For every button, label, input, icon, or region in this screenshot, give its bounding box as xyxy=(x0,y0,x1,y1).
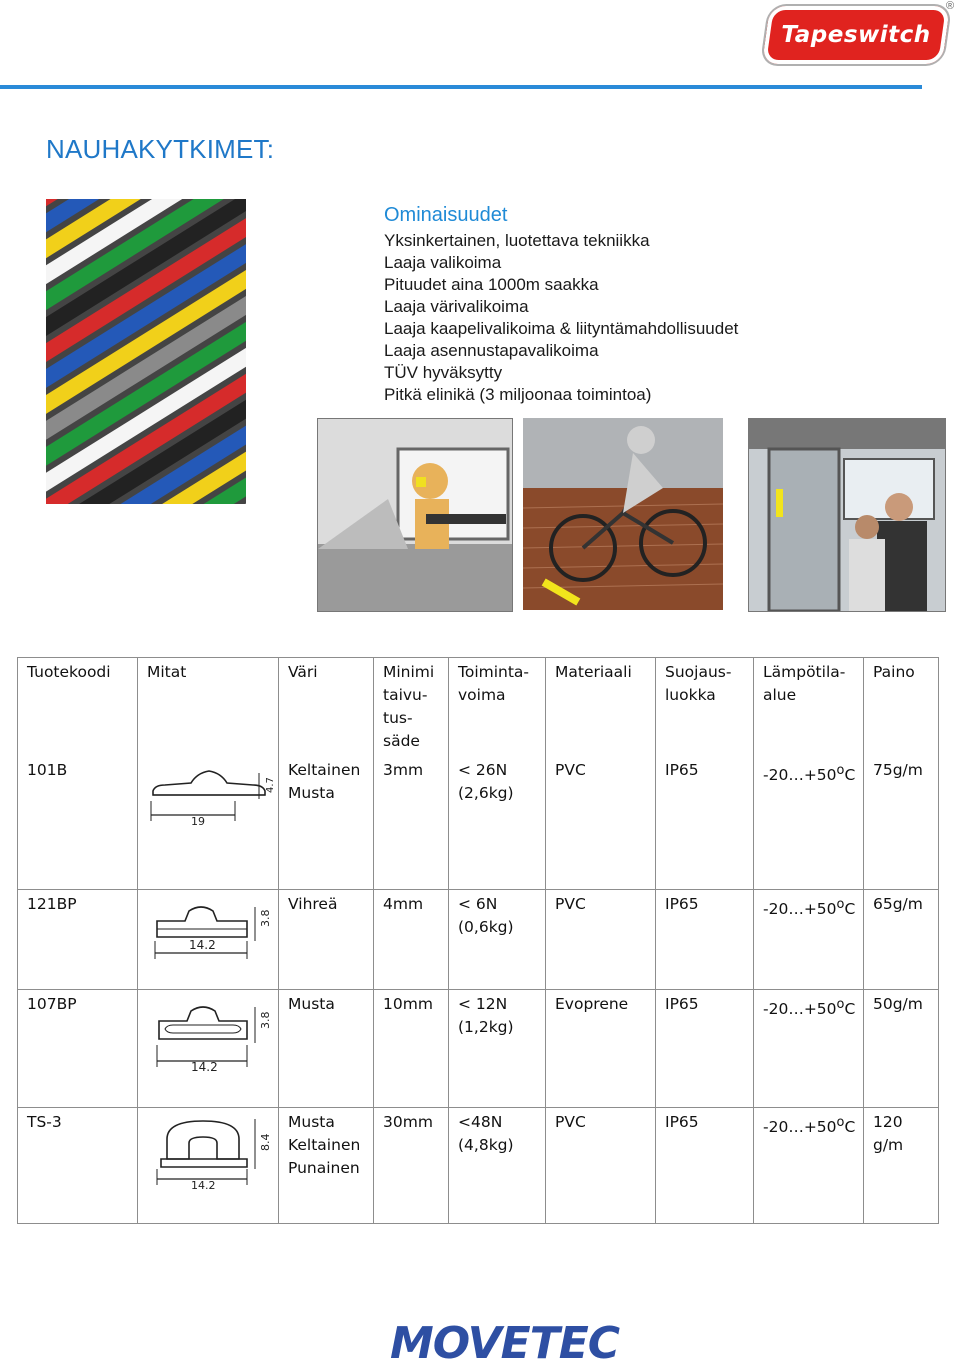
header-protection-line: luokka xyxy=(665,686,716,704)
temp-value: -20…+50 xyxy=(763,899,837,918)
temp-value: -20…+50 xyxy=(763,766,837,785)
cell-temp xyxy=(754,989,864,1107)
temp-suffix: C xyxy=(844,766,856,785)
tape-switch-cables-photo xyxy=(46,199,246,504)
header-color: Väri xyxy=(279,658,374,757)
height-label: 8.4 xyxy=(259,1133,272,1151)
feature-item: Laaja kaapelivalikoima & liityntämahdollisuudet xyxy=(384,319,739,338)
cell-color xyxy=(279,1107,374,1223)
cell-bend: 3mm xyxy=(374,756,449,889)
width-label: 14.2 xyxy=(191,1178,216,1191)
header-force xyxy=(449,658,546,757)
color-value: Musta xyxy=(288,1112,335,1131)
header-force-line: Toiminta- xyxy=(458,663,530,681)
cell-weight: 65g/m xyxy=(864,889,939,989)
temp-value: -20…+50 xyxy=(763,999,837,1018)
width-label: 14.2 xyxy=(189,937,216,952)
color-value: Musta xyxy=(288,784,335,802)
color-value: Musta xyxy=(288,994,335,1013)
color-value: Keltainen xyxy=(288,1135,361,1154)
force-kg-value: (0,6kg) xyxy=(458,917,514,936)
cell-force xyxy=(449,1107,546,1223)
header-bend xyxy=(374,658,449,757)
cell-material: PVC xyxy=(546,1107,656,1223)
feature-item: Laaja valikoima xyxy=(384,253,502,272)
header-temp xyxy=(754,658,864,757)
force-value: < 6N xyxy=(458,894,498,913)
table-row xyxy=(18,1107,939,1223)
page-title: NAUHAKYTKIMET: xyxy=(46,134,275,164)
feature-item: TÜV hyväksytty xyxy=(384,363,503,382)
cyclist-photo xyxy=(523,418,723,610)
force-kg-value: (2,6kg) xyxy=(458,784,514,802)
features-list xyxy=(384,230,738,406)
header-weight: Paino xyxy=(864,658,939,757)
height-label: 3.8 xyxy=(259,1011,272,1029)
profile-101b-drawing xyxy=(147,759,277,831)
tapeswitch-logo xyxy=(762,6,950,64)
header-bend-line: tus- xyxy=(383,709,413,727)
weight-unit: g/m xyxy=(873,1135,904,1154)
cell-material: Evoprene xyxy=(546,989,656,1107)
table-row xyxy=(18,989,939,1107)
cell-code: TS-3 xyxy=(18,1107,138,1223)
cell-dims xyxy=(138,1107,279,1223)
header-temp-line: alue xyxy=(763,686,797,704)
registered-mark: ® xyxy=(946,0,955,12)
profile-121bp-drawing xyxy=(147,893,277,967)
height-label: 4.7 xyxy=(265,777,276,793)
header-force-line: voima xyxy=(458,686,506,704)
temp-suffix: C xyxy=(844,1117,856,1136)
color-value: Vihreä xyxy=(288,894,338,913)
cell-weight: 75g/m xyxy=(864,756,939,889)
movetec-logo: MOVETEC xyxy=(390,1318,620,1369)
header-protection xyxy=(656,658,754,757)
header-dims: Mitat xyxy=(138,658,279,757)
feature-item: Laaja värivalikoima xyxy=(384,297,529,316)
width-label: 14.2 xyxy=(191,1059,218,1073)
table-row xyxy=(18,889,939,989)
cell-color xyxy=(279,889,374,989)
force-kg-value: (1,2kg) xyxy=(458,1017,514,1036)
height-label: 3.8 xyxy=(259,909,272,927)
header-material: Materiaali xyxy=(546,658,656,757)
degree-mark: o xyxy=(836,896,845,912)
header-bend-line: taivu- xyxy=(383,686,428,704)
cell-protection: IP65 xyxy=(656,989,754,1107)
degree-mark: o xyxy=(836,1114,845,1130)
cell-dims xyxy=(138,889,279,989)
temp-suffix: C xyxy=(844,899,856,918)
header-code: Tuotekoodi xyxy=(18,658,138,757)
header-temp-line: Lämpötila- xyxy=(763,663,846,681)
header-bend-line: säde xyxy=(383,732,420,750)
feature-item: Yksinkertainen, luotettava tekniikka xyxy=(384,231,650,250)
weight-value: 120 xyxy=(873,1112,903,1131)
force-value: < 12N xyxy=(458,994,508,1013)
bus-door-photo xyxy=(748,418,946,612)
color-value: Keltainen xyxy=(288,761,361,779)
cell-color xyxy=(279,989,374,1107)
degree-mark: o xyxy=(836,996,845,1012)
cell-force xyxy=(449,889,546,989)
cell-code: 121BP xyxy=(18,889,138,989)
table-header-row xyxy=(18,658,939,757)
cell-code: 107BP xyxy=(18,989,138,1107)
cell-temp xyxy=(754,1107,864,1223)
cell-protection: IP65 xyxy=(656,889,754,989)
width-label: 19 xyxy=(191,815,205,828)
color-value: Punainen xyxy=(288,1158,360,1177)
profile-107bp-drawing xyxy=(147,993,277,1073)
force-kg-value: (4,8kg) xyxy=(458,1135,514,1154)
feature-item: Laaja asennustapavalikoima xyxy=(384,341,599,360)
temp-value: -20…+50 xyxy=(763,1117,837,1136)
tapeswitch-logo-text: Tapeswitch xyxy=(781,22,931,48)
cell-bend: 4mm xyxy=(374,889,449,989)
temp-suffix: C xyxy=(844,999,856,1018)
features-heading: Ominaisuudet xyxy=(384,204,508,226)
cell-code: 101B xyxy=(18,756,138,889)
cell-force xyxy=(449,989,546,1107)
cell-dims xyxy=(138,756,279,889)
cell-bend: 30mm xyxy=(374,1107,449,1223)
header-rule xyxy=(0,85,922,89)
degree-mark: o xyxy=(836,763,845,778)
cell-weight: 50g/m xyxy=(864,989,939,1107)
force-value: < 26N xyxy=(458,761,508,779)
feature-item: Pitkä elinikä (3 miljoonaa toimintoa) xyxy=(384,385,652,404)
cell-material: PVC xyxy=(546,889,656,989)
cell-temp xyxy=(754,756,864,889)
feature-item: Pituudet aina 1000m saakka xyxy=(384,275,599,294)
cell-material: PVC xyxy=(546,756,656,889)
cell-dims xyxy=(138,989,279,1107)
crash-test-car-photo xyxy=(317,418,513,612)
spec-table xyxy=(17,657,939,1224)
table-row xyxy=(18,756,939,889)
profile-ts3-drawing xyxy=(147,1111,277,1191)
header-protection-line: Suojaus- xyxy=(665,663,732,681)
cell-bend: 10mm xyxy=(374,989,449,1107)
cell-weight xyxy=(864,1107,939,1223)
cell-force xyxy=(449,756,546,889)
force-value: <48N xyxy=(458,1112,503,1131)
cell-color xyxy=(279,756,374,889)
cell-protection: IP65 xyxy=(656,1107,754,1223)
cell-temp xyxy=(754,889,864,989)
header-bend-line: Minimi xyxy=(383,663,435,681)
cell-protection: IP65 xyxy=(656,756,754,889)
